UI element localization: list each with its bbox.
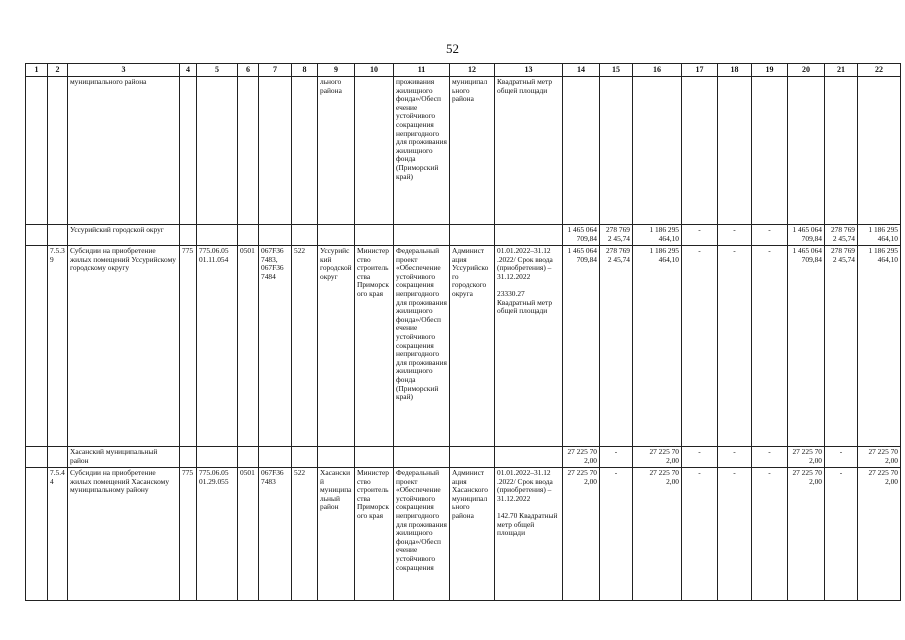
table-cell (238, 225, 259, 246)
table-cell: Админист ация Хасанского муниципал ьного района (450, 468, 495, 601)
table-cell: 1 186 295 464,10 (858, 246, 901, 447)
table-cell: 1 465 064 709,84 (563, 225, 600, 246)
table-cell: - (752, 447, 788, 468)
table-cell: Федеральный проект «Обеспечение устойчивого сокращения непригодного для проживания жилищного фонда»/Обесп ечение устойчивого сокращения (394, 468, 450, 601)
table-cell: 278 769 2 45,74 (825, 225, 858, 246)
table-cell: - (752, 246, 788, 447)
table-cell (292, 77, 318, 225)
table-cell (318, 225, 355, 246)
table-cell (48, 225, 68, 246)
header-cell: 11 (394, 64, 450, 77)
table-cell: Админист ация Уссурийско го городского округа (450, 246, 495, 447)
table-cell (858, 77, 901, 225)
table-cell: 1 186 295 464,10 (858, 225, 901, 246)
table-cell: 27 225 70 2,00 (858, 468, 901, 601)
table-cell: 1 186 295 464,10 (633, 246, 682, 447)
header-cell: 7 (259, 64, 292, 77)
table-cell (495, 447, 563, 468)
table-cell: - (600, 468, 633, 601)
table-cell: 522 (292, 246, 318, 447)
table-cell (292, 447, 318, 468)
table-row (26, 77, 901, 225)
header-cell: 6 (238, 64, 259, 77)
table-cell: 01.01.2022–31.12 .2022/ Срок ввода (приобретения) – 31.12.2022 23330.27 Квадратный метр общей площади (495, 246, 563, 447)
table-cell: Министер ство строитель ства Приморск ого края (355, 468, 394, 601)
table-cell: 27 225 70 2,00 (563, 468, 600, 601)
table-cell (180, 225, 197, 246)
table-cell (600, 77, 633, 225)
table-cell (26, 225, 48, 246)
header-cell: 17 (682, 64, 718, 77)
table-cell (238, 447, 259, 468)
header-cell: 19 (752, 64, 788, 77)
table-cell (682, 77, 718, 225)
table-cell (825, 77, 858, 225)
header-cell: 14 (563, 64, 600, 77)
table-cell (355, 447, 394, 468)
table-cell: муниципал ьного района (450, 77, 495, 225)
table-cell: проживания жилищного фонда»/Обесп ечение устойчивого сокращения непригодного для проживания жилищного фонда (Приморский край) (394, 77, 450, 225)
table-cell: 7.5.44 (48, 468, 68, 601)
table-cell: - (718, 246, 752, 447)
table-cell: 27 225 70 2,00 (563, 447, 600, 468)
table-cell: - (682, 225, 718, 246)
header-cell: 4 (180, 64, 197, 77)
table-cell: Хасански й муниципа льный район (318, 468, 355, 601)
table-cell: Уссурийс кий городской округ (318, 246, 355, 447)
table-cell (238, 77, 259, 225)
table-cell: 7.5.39 (48, 246, 68, 447)
table-cell (48, 77, 68, 225)
header-cell: 5 (197, 64, 238, 77)
table-cell: Хасанский муниципальный район (68, 447, 180, 468)
table-cell: Министер ство строитель ства Приморск ого края (355, 246, 394, 447)
table-cell (259, 447, 292, 468)
table-cell (394, 225, 450, 246)
table-cell: - (752, 225, 788, 246)
header-cell: 22 (858, 64, 901, 77)
header-cell: 9 (318, 64, 355, 77)
table-cell: - (600, 447, 633, 468)
header-cell: 3 (68, 64, 180, 77)
table-cell (563, 77, 600, 225)
table-cell: Субсидии на приобретение жилых помещений Уссурийскому городскому округу (68, 246, 180, 447)
table-cell (788, 77, 825, 225)
table-row (26, 246, 901, 447)
table-row (26, 468, 901, 601)
header-cell: 18 (718, 64, 752, 77)
table-cell: - (718, 447, 752, 468)
header-row (26, 64, 901, 77)
table-cell: - (718, 225, 752, 246)
table-cell (355, 225, 394, 246)
table-row (26, 447, 901, 468)
header-cell: 13 (495, 64, 563, 77)
table-cell: 1 465 064 709,84 (788, 225, 825, 246)
table-cell: 27 225 70 2,00 (633, 447, 682, 468)
table-cell: Уссурийский городской округ (68, 225, 180, 246)
table-cell (450, 225, 495, 246)
table-cell: 522 (292, 468, 318, 601)
table-cell: 27 225 70 2,00 (858, 447, 901, 468)
table-cell (26, 77, 48, 225)
table-cell (197, 225, 238, 246)
table-cell: 775.06.05 01.29.055 (197, 468, 238, 601)
table-cell: 775.06.05 01.11.054 (197, 246, 238, 447)
header-cell: 20 (788, 64, 825, 77)
table-cell (197, 447, 238, 468)
table-cell (752, 77, 788, 225)
budget-table (25, 63, 901, 601)
table-cell: 775 (180, 246, 197, 447)
table-cell: муниципального района (68, 77, 180, 225)
table-cell: 27 225 70 2,00 (633, 468, 682, 601)
table-cell: - (718, 468, 752, 601)
header-cell: 8 (292, 64, 318, 77)
table-cell (355, 77, 394, 225)
table-cell: 27 225 70 2,00 (788, 447, 825, 468)
table-cell: - (752, 468, 788, 601)
table-cell: 278 769 2 45,74 (600, 246, 633, 447)
table-row (26, 225, 901, 246)
table-cell (318, 447, 355, 468)
table-cell (633, 77, 682, 225)
table-cell (180, 447, 197, 468)
header-cell: 16 (633, 64, 682, 77)
header-cell: 15 (600, 64, 633, 77)
table-cell: 067F36 7483, 067F36 7484 (259, 246, 292, 447)
table-cell (718, 77, 752, 225)
table-cell (26, 447, 48, 468)
header-cell: 2 (48, 64, 68, 77)
table-cell: 1 186 295 464,10 (633, 225, 682, 246)
table-cell: - (825, 447, 858, 468)
table-cell: Федеральный проект «Обеспечение устойчивого сокращения непригодного для проживания жилищного фонда»/Обесп ечение устойчивого сокращения непригодного для проживания жилищного фонда (Приморский край) (394, 246, 450, 447)
table-cell: 067F36 7483 (259, 468, 292, 601)
table-cell: 775 (180, 468, 197, 601)
table-cell (180, 77, 197, 225)
table-cell (48, 447, 68, 468)
table-cell: - (825, 468, 858, 601)
table-cell: 1 465 064 709,84 (788, 246, 825, 447)
page-number: 52 (446, 41, 459, 56)
table-cell (259, 77, 292, 225)
table-cell: - (682, 246, 718, 447)
header-cell: 10 (355, 64, 394, 77)
table-cell: Квадратный метр общей площади (495, 77, 563, 225)
table-cell (259, 225, 292, 246)
table-cell (394, 447, 450, 468)
table-cell: 27 225 70 2,00 (788, 468, 825, 601)
table-cell (495, 225, 563, 246)
table-cell: - (682, 447, 718, 468)
table-cell: Субсидии на приобретение жилых помещений Хасанскому муниципальному району (68, 468, 180, 601)
header-cell: 12 (450, 64, 495, 77)
table-cell: 01.01.2022–31.12 .2022/ Срок ввода (приобретения) – 31.12.2022 142.70 Квадратный метр общей площади (495, 468, 563, 601)
table-cell: 0501 (238, 246, 259, 447)
table-cell: - (682, 468, 718, 601)
table-cell: 0501 (238, 468, 259, 601)
header-cell: 1 (26, 64, 48, 77)
table-cell (26, 246, 48, 447)
table-cell: льного района (318, 77, 355, 225)
table-cell: 278 769 2 45,74 (600, 225, 633, 246)
table-cell: 1 465 064 709,84 (563, 246, 600, 447)
table-cell (450, 447, 495, 468)
table-cell (292, 225, 318, 246)
table-cell (26, 468, 48, 601)
header-cell: 21 (825, 64, 858, 77)
table-cell (197, 77, 238, 225)
table-cell: 278 769 2 45,74 (825, 246, 858, 447)
